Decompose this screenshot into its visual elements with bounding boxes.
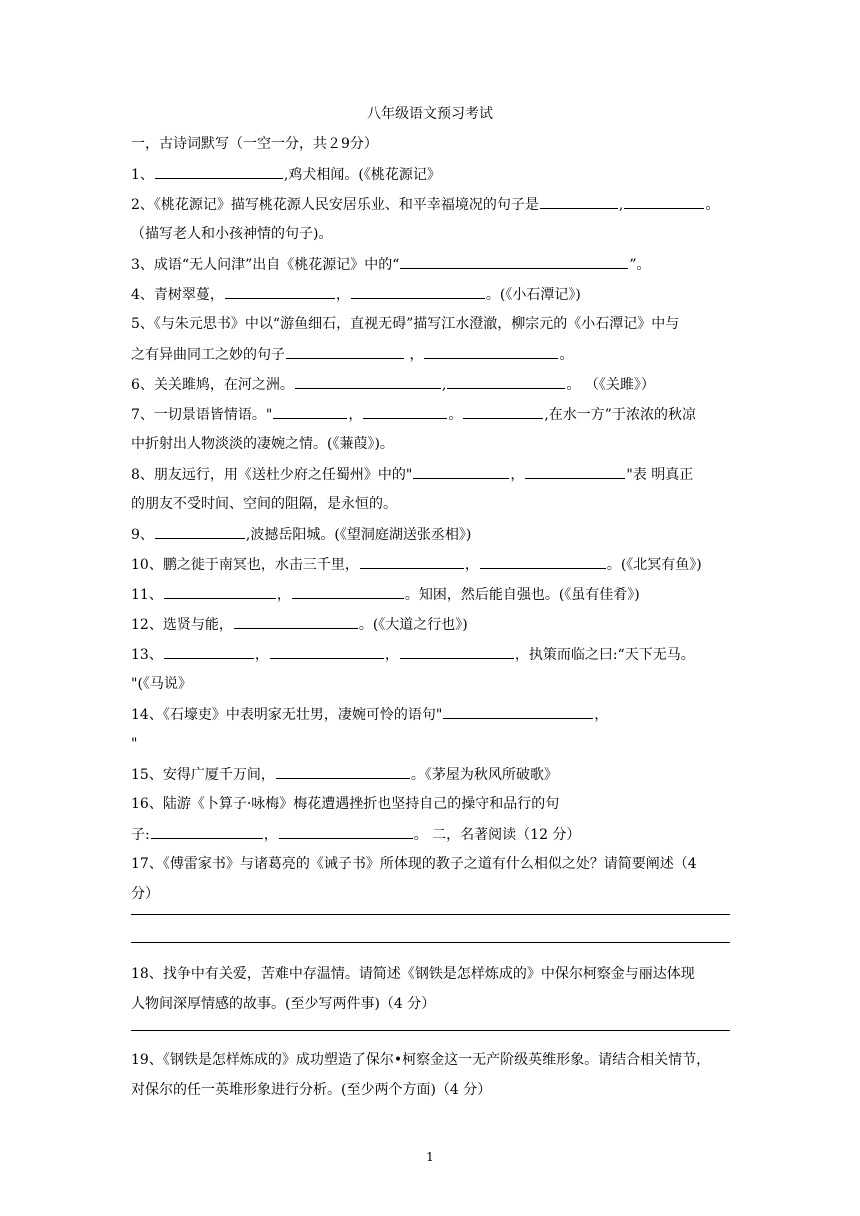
answer-blank[interactable] bbox=[463, 404, 543, 419]
answer-blank[interactable] bbox=[295, 374, 441, 389]
answer-line[interactable] bbox=[131, 942, 730, 943]
answer-blank[interactable] bbox=[360, 554, 464, 569]
question-5: 5、《与朱元思书》中以“游鱼细石，直视无碍”描写江水澄澈，柳宗元的《小石潭记》中与 bbox=[131, 316, 680, 332]
answer-blank[interactable] bbox=[400, 254, 628, 269]
answer-blank[interactable] bbox=[276, 764, 410, 779]
answer-blank[interactable] bbox=[413, 464, 509, 479]
answer-blank[interactable] bbox=[351, 284, 485, 299]
section-heading-poetry: 一，古诗词默写（一空一分，共２9分） bbox=[131, 136, 378, 152]
question-13: 13、 ， ， ，执策而临之曰:“天下无马。 bbox=[131, 644, 695, 665]
question-14: 14、《石壕吏》中表明家无壮男，凄婉可怜的语句" ， bbox=[131, 704, 608, 725]
exam-title: 八年级语文预习考试 bbox=[367, 106, 493, 122]
question-13-line2: "(《马说》 bbox=[131, 676, 192, 692]
question-2-line2: （描写老人和小孩神情的句子)。 bbox=[131, 226, 333, 242]
answer-blank[interactable] bbox=[225, 284, 335, 299]
question-18: 18、找争中有关爱，苦难中存温情。请简述《钢铁是怎样炼成的》中保尔柯察金与丽达体现 bbox=[131, 966, 695, 982]
answer-blank[interactable] bbox=[624, 194, 704, 209]
answer-blank[interactable] bbox=[164, 584, 276, 599]
answer-blank[interactable] bbox=[447, 374, 565, 389]
question-8-line2: 的朋友不受时间、空间的阻隔，是永恒的。 bbox=[131, 496, 397, 512]
question-12: 12、选贤与能， 。(《大道之行也》) bbox=[131, 614, 468, 635]
answer-blank[interactable] bbox=[155, 164, 283, 179]
question-5-line2: 之有异曲同工之妙的句子 ， 。 bbox=[131, 344, 573, 365]
answer-blank[interactable] bbox=[155, 524, 245, 539]
page-number: 1 bbox=[426, 1150, 434, 1164]
answer-blank[interactable] bbox=[151, 824, 263, 839]
question-10: 10、鹏之徙于南冥也，水击三千里， ， 。(《北冥有鱼》) bbox=[131, 554, 702, 575]
answer-blank[interactable] bbox=[270, 644, 384, 659]
answer-blank[interactable] bbox=[292, 584, 404, 599]
answer-blank[interactable] bbox=[525, 464, 625, 479]
question-18-line2: 人物间深厚情感的故事。(至少写两件事)（4 分） bbox=[131, 996, 436, 1012]
question-1: 1、 ,鸡犬相闻。(《桃花源记》 bbox=[131, 164, 441, 185]
question-6: 6、关关雎鸠，在河之洲。 , 。 （《关雎》） bbox=[131, 374, 655, 395]
question-11: 11、 ， 。知困，然后能自强也。(《虽有佳肴》) bbox=[131, 584, 640, 605]
question-19: 19、《钢铁是怎样炼成的》成功塑造了保尔•柯察金这一无产阶级英维形象。请结合相关情节， bbox=[131, 1052, 711, 1068]
answer-line[interactable] bbox=[131, 1030, 730, 1031]
question-16: 16、陆游《卜算子·咏梅》梅花遭遇挫折也坚持自己的操守和品行的句 bbox=[131, 796, 560, 812]
answer-blank[interactable] bbox=[234, 614, 358, 629]
answer-blank[interactable] bbox=[400, 644, 514, 659]
question-7-line2: 中折射出人物淡淡的凄婉之情。(《蒹葭》)。 bbox=[131, 436, 394, 452]
answer-blank[interactable] bbox=[540, 194, 618, 209]
answer-blank[interactable] bbox=[286, 344, 404, 359]
question-9: 9、 ,波撼岳阳城。(《望洞庭湖送张丞相》) bbox=[131, 524, 471, 545]
answer-blank[interactable] bbox=[273, 404, 347, 419]
question-4: 4、青树翠蔓， ， 。(《小石潭记》) bbox=[131, 284, 581, 305]
question-16-line2: 子: ， 。 二，名著阅读（12 分） bbox=[131, 824, 580, 845]
answer-blank[interactable] bbox=[480, 554, 606, 569]
answer-blank[interactable] bbox=[424, 344, 558, 359]
question-3: 3、成语“无人问津”出自《桃花源记》中的“ ”。 bbox=[131, 254, 651, 275]
question-7: 7、一切景语皆情语。" ， 。 ,在水一方”于浓浓的秋凉 bbox=[131, 404, 696, 425]
answer-blank[interactable] bbox=[443, 704, 593, 719]
question-17: 17、《傅雷家书》与诸葛亮的《诫子书》所体现的教子之道有什么相似之处？请简要阐述（4 bbox=[131, 856, 697, 872]
answer-blank[interactable] bbox=[279, 824, 413, 839]
question-17-line2: 分） bbox=[131, 886, 159, 902]
question-2: 2、《桃花源记》描写桃花源人民安居乐业、和平幸福境况的句子是 , 。 bbox=[131, 194, 719, 215]
answer-blank[interactable] bbox=[363, 404, 447, 419]
question-15: 15、安得广厦千万间， 。《茅屋为秋风所破歌》 bbox=[131, 764, 558, 785]
question-19-line2: 对保尔的任一英堆形象进行分析。(至少两个方面)（4 分） bbox=[131, 1082, 492, 1098]
question-8: 8、朋友远行，用《送杜少府之任蜀州》中的" ， "表 明真正 bbox=[131, 464, 693, 485]
question-14-line2: " bbox=[131, 736, 138, 752]
answer-blank[interactable] bbox=[164, 644, 254, 659]
answer-line[interactable] bbox=[131, 914, 730, 915]
